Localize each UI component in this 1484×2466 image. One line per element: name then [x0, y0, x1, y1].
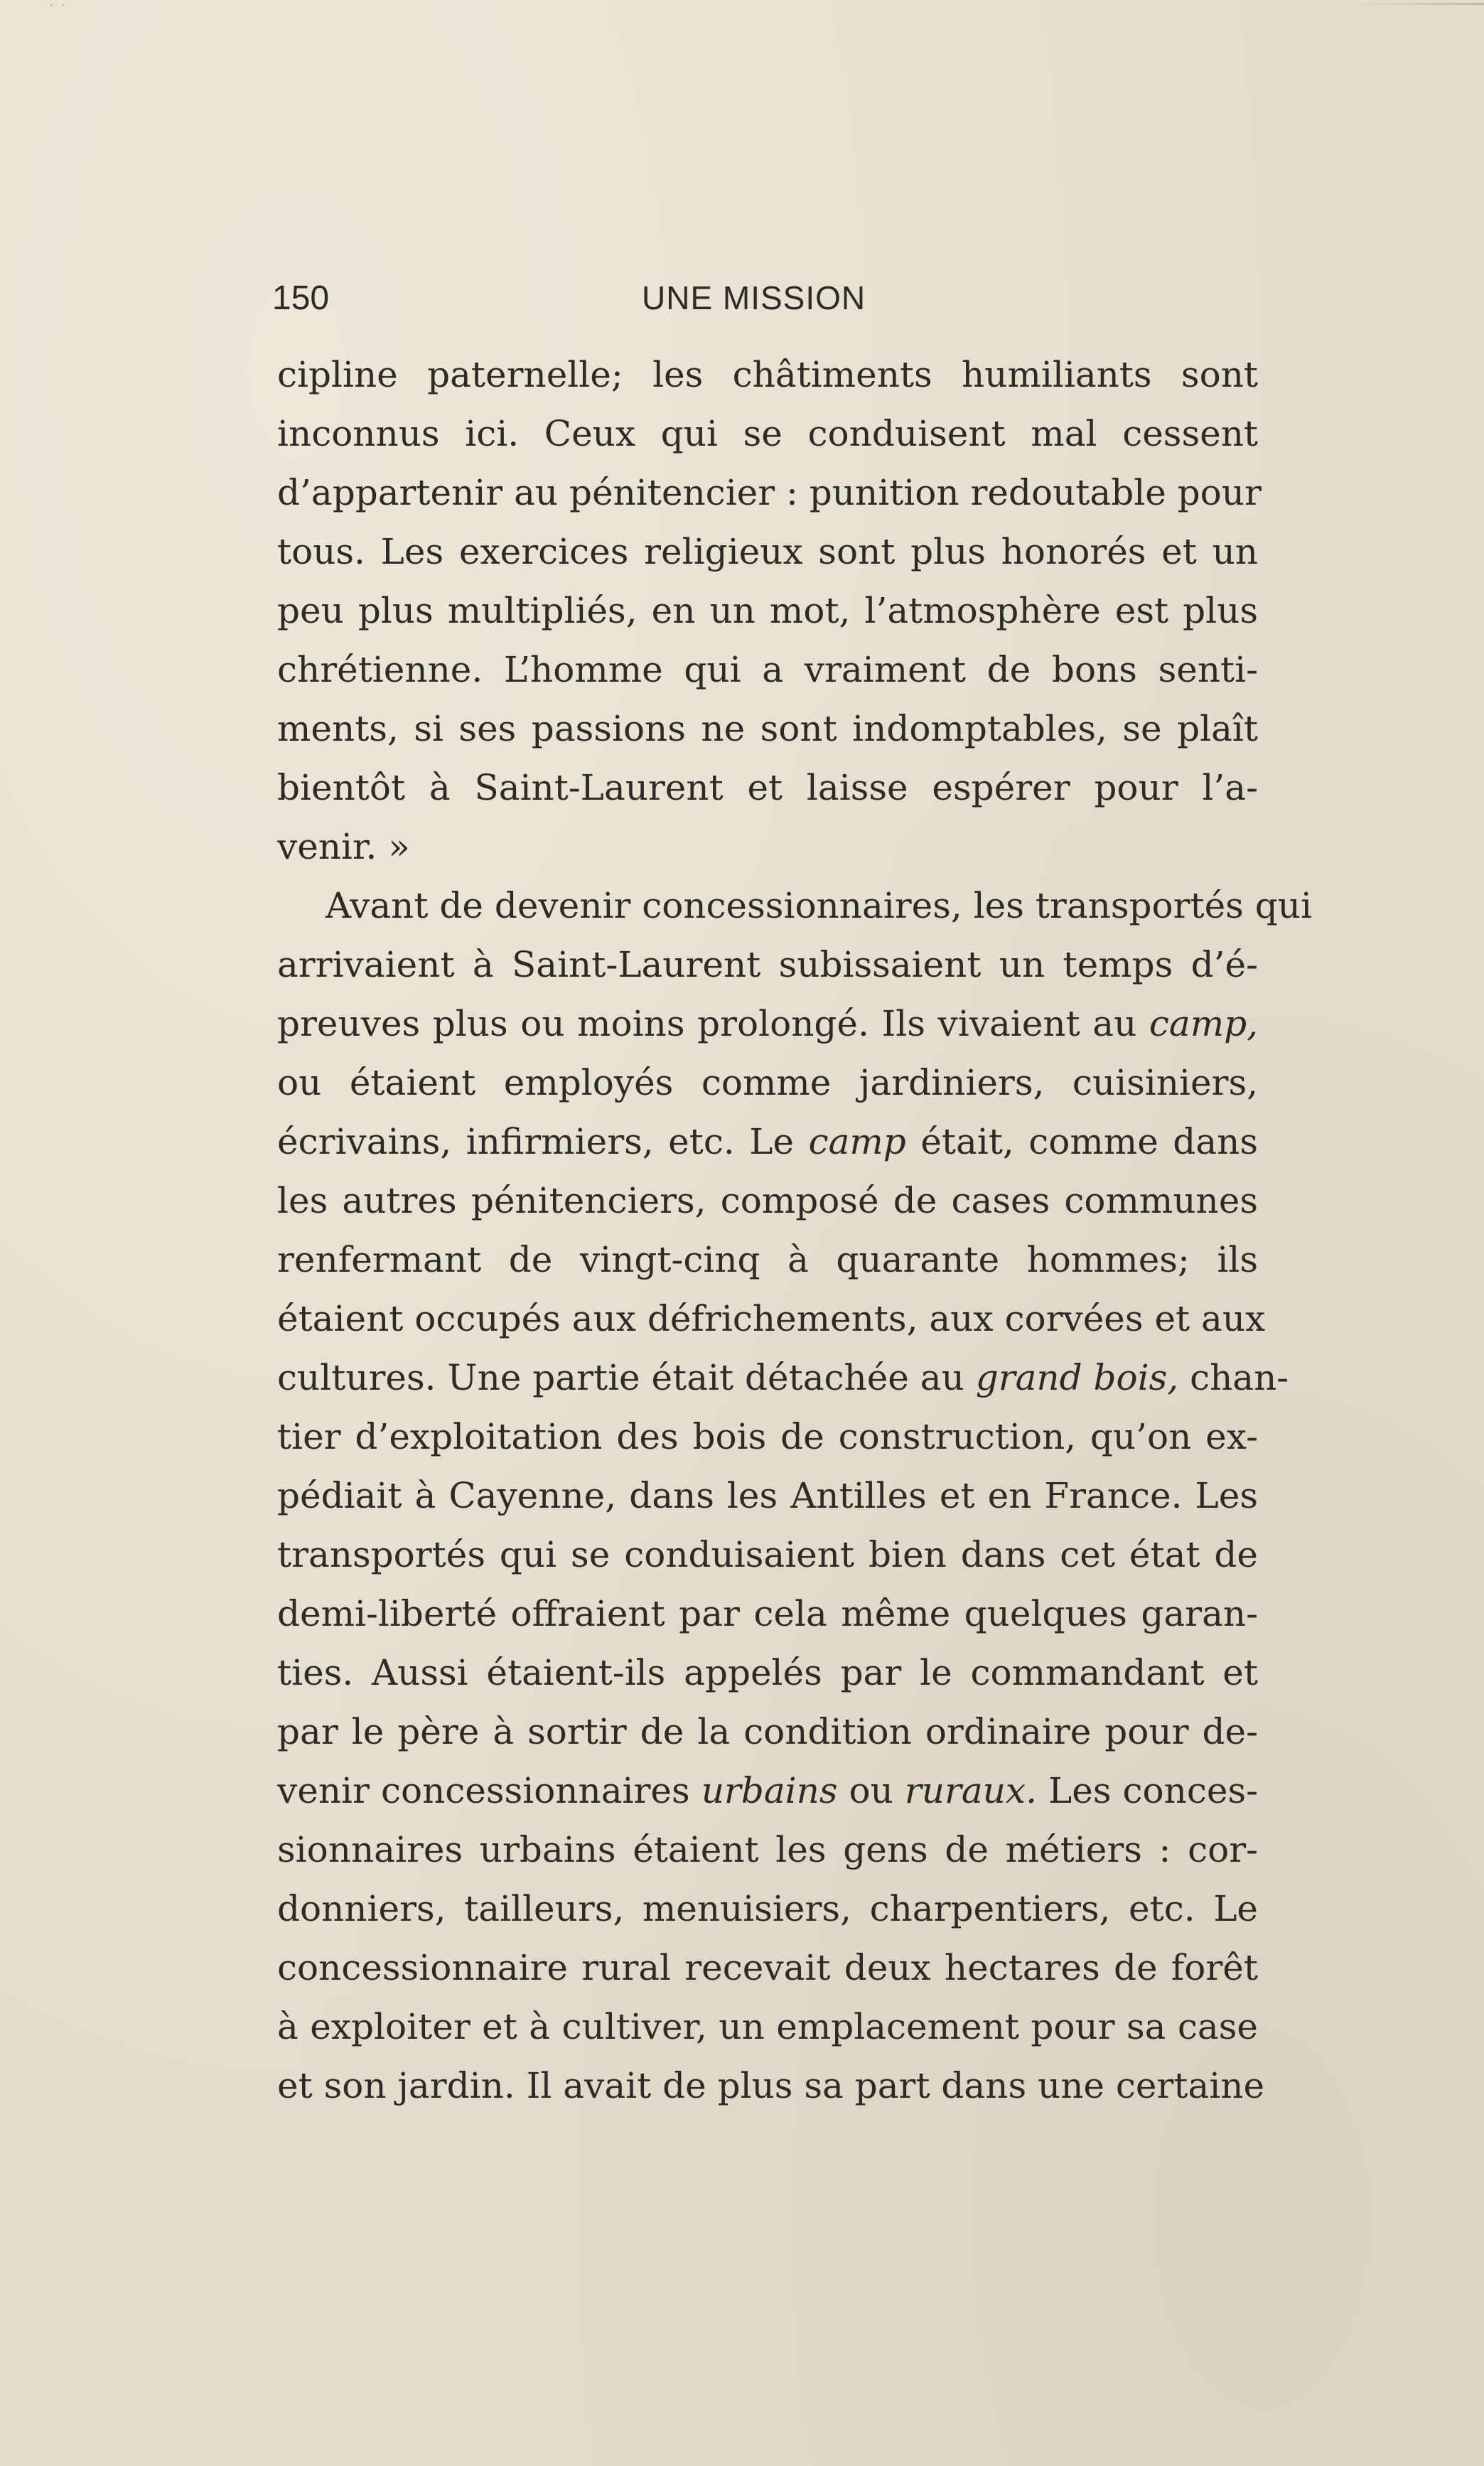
text-line — [277, 581, 1258, 640]
text-line — [277, 1703, 1258, 1762]
text-segment: transportés qui se conduisaient bien dans cet état de — [277, 1534, 1258, 1575]
text-segment: ou étaient employés comme jardiniers, cuisiniers, — [277, 1062, 1258, 1103]
text-line — [277, 995, 1258, 1054]
running-head — [272, 279, 1253, 321]
italic-word: grand bois, — [975, 1357, 1179, 1398]
text-segment: concessionnaire rural recevait deux hectares de forêt — [277, 1947, 1258, 1988]
text-line — [277, 345, 1258, 404]
text-line — [277, 1349, 1289, 1408]
italic-word: camp, — [1149, 1003, 1258, 1044]
text-segment: à exploiter et à cultiver, un emplacement pour sa case — [277, 2006, 1258, 2047]
body-text — [277, 345, 1312, 2116]
text-segment: demi-liberté offraient par cela même quelques garan- — [277, 1593, 1258, 1634]
text-line — [277, 640, 1258, 699]
text-segment: arrivaient à Saint-Laurent subissaient un temps d’é- — [277, 944, 1258, 985]
text-segment: tier d’exploitation des bois de construction, qu’on ex- — [277, 1416, 1258, 1457]
text-segment: étaient occupés aux défrichements, aux corvées et aux — [277, 1298, 1266, 1339]
italic-word: ruraux. — [904, 1770, 1037, 1811]
text-line — [277, 1585, 1258, 1644]
running-title: UNE MISSION — [642, 279, 866, 316]
text-line — [277, 1054, 1258, 1113]
text-line — [277, 1762, 1258, 1821]
text-segment: chrétienne. L’homme qui a vraiment de bons senti- — [277, 649, 1258, 690]
text-line — [277, 1939, 1258, 1998]
italic-word: urbains — [701, 1770, 838, 1811]
text-segment: cultures. Une partie était détachée au — [277, 1357, 976, 1398]
text-segment: renfermant de vingt-cinq à quarante hommes; ils — [277, 1239, 1258, 1280]
page-edge-mark: · · — [50, 0, 68, 11]
text-line — [277, 1467, 1258, 1526]
text-segment: écrivains, infirmiers, etc. Le — [277, 1121, 809, 1162]
text-segment: pédiait à Cayenne, dans les Antilles et en France. Les — [277, 1475, 1258, 1516]
text-segment: cipline paternelle; les châtiments humiliants sont — [277, 354, 1258, 395]
text-line — [277, 522, 1258, 581]
text-segment: les autres pénitenciers, composé de cases communes — [277, 1180, 1258, 1221]
text-segment: preuves plus ou moins prolongé. Ils vivaient au — [277, 1003, 1149, 1044]
page-number: 150 — [272, 279, 330, 317]
text-line — [277, 1113, 1258, 1172]
text-line — [277, 817, 1258, 876]
text-line — [277, 463, 1262, 522]
text-line — [277, 1231, 1258, 1290]
text-line — [277, 1172, 1258, 1231]
text-segment: peu plus multipliés, en un mot, l’atmosphère est plus — [277, 590, 1258, 631]
page-edge-shadow — [1356, 3, 1484, 5]
text-segment: sionnaires urbains étaient les gens de métiers : cor- — [277, 1829, 1258, 1870]
italic-word: camp — [808, 1121, 906, 1162]
text-line — [277, 1821, 1258, 1880]
text-line — [277, 876, 1312, 936]
text-line — [277, 1880, 1258, 1939]
text-segment: tous. Les exercices religieux sont plus honorés et un — [277, 531, 1258, 572]
text-segment: donniers, tailleurs, menuisiers, charpentiers, etc. Le — [277, 1888, 1258, 1929]
text-line — [277, 1290, 1266, 1349]
text-segment: venir. » — [277, 826, 410, 867]
text-line — [277, 1408, 1258, 1467]
text-segment: d’appartenir au pénitencier : punition redoutable pour — [277, 472, 1262, 513]
text-line — [277, 1644, 1258, 1703]
text-segment: venir concessionnaires — [277, 1770, 701, 1811]
text-segment: Avant de devenir concessionnaires, les transportés qui — [326, 885, 1312, 926]
text-segment: Les conces- — [1037, 1770, 1259, 1811]
text-line — [277, 758, 1258, 817]
text-segment: inconnus ici. Ceux qui se conduisent mal cessent — [277, 413, 1258, 454]
text-segment: ments, si ses passions ne sont indomptables, se plaît — [277, 708, 1258, 749]
text-line — [277, 404, 1258, 463]
text-line — [277, 936, 1258, 995]
text-segment: ou — [837, 1770, 905, 1811]
text-segment: bientôt à Saint-Laurent et laisse espérer pour l’a- — [277, 767, 1258, 808]
text-line — [277, 1998, 1258, 2057]
text-segment: était, comme dans — [905, 1121, 1258, 1162]
text-line — [277, 699, 1258, 758]
text-segment: chan- — [1178, 1357, 1289, 1398]
text-segment: ties. Aussi étaient-ils appelés par le commandant et — [277, 1652, 1258, 1693]
text-line — [277, 2057, 1265, 2116]
text-line — [277, 1526, 1258, 1585]
text-segment: et son jardin. Il avait de plus sa part dans une certaine — [277, 2065, 1265, 2106]
text-segment: par le père à sortir de la condition ordinaire pour de- — [277, 1711, 1258, 1752]
